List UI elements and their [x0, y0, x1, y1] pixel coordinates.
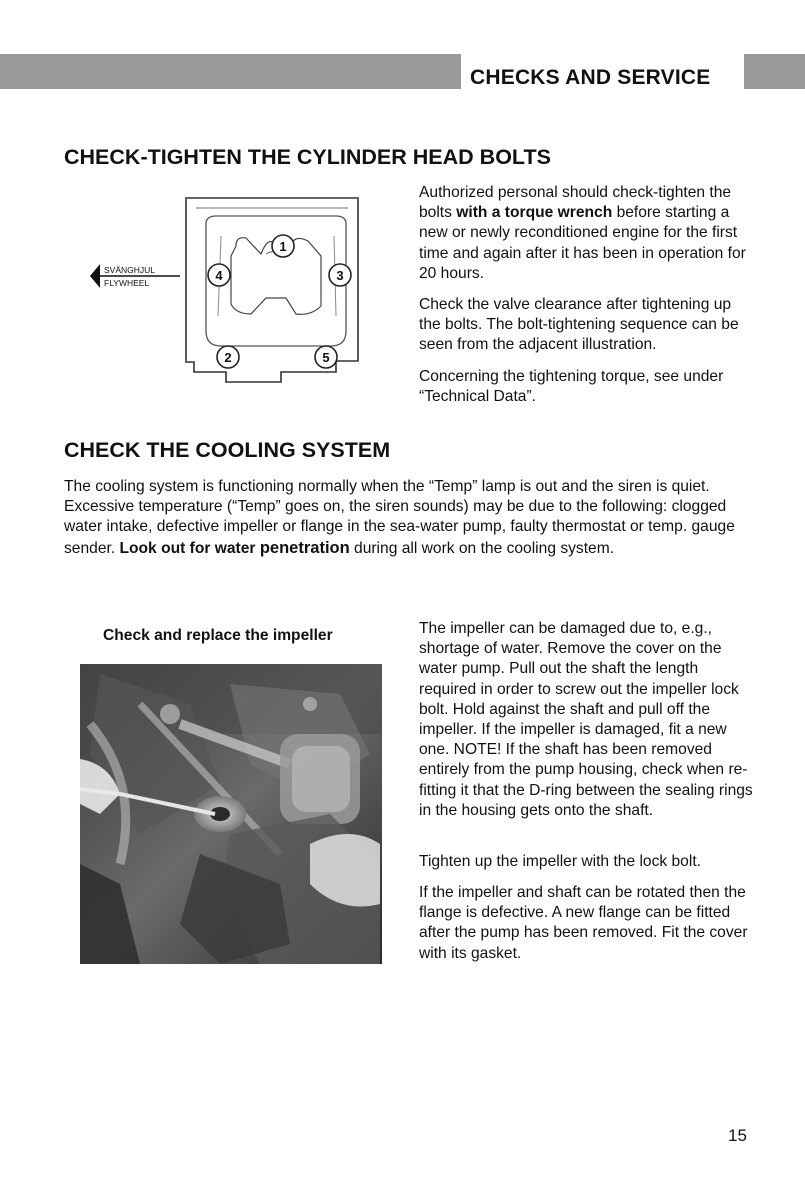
- svg-text:2: 2: [224, 350, 232, 365]
- paragraph-cooling-system: The cooling system is functioning normally when the “Temp” lamp is out and the siren is quiet. Excessive temperature (“Temp” goes on, the siren sounds) may be due to the following: clogged water intake, defective impeller or flange in the sea-water pump, faulty thermostat or temp. gauge sender. Look out for water penetration during all work on the cooling system.: [64, 478, 735, 557]
- svg-text:3: 3: [336, 268, 344, 283]
- bolt-3: [329, 264, 351, 286]
- svg-text:5: 5: [322, 350, 330, 365]
- flywheel-label-swedish: SVÄNGHJUL: [104, 265, 156, 275]
- impeller-photo: [80, 664, 382, 964]
- svg-text:4: 4: [215, 268, 223, 283]
- bolt-1: [272, 235, 294, 257]
- paragraph-tighten-impeller: Tighten up the impeller with the lock bolt.: [419, 853, 701, 870]
- flywheel-label: FLYWHEEL: [104, 278, 150, 288]
- header-title: CHECKS AND SERVICE: [470, 66, 711, 89]
- paragraph-flange-defective: If the impeller and shaft can be rotated then the flange is defective. A new flange can be fitted after the pump has been removed. Fit the cover with its gasket.: [419, 884, 748, 962]
- bolt-sequence-diagram: [86, 186, 386, 396]
- svg-text:1: 1: [279, 239, 287, 254]
- paragraph-impeller-damage: The impeller can be damaged due to, e.g., shortage of water. Remove the cover on the water pump. Pull out the shaft the length required in order to screw out the impeller lock bolt. Hold against the shaft and pull off the impeller. If the impeller is damaged, fit a new one. NOTE! If the shaft has been removed entirely from the pump housing, check when re-fitting it that the D-ring between the sealing rings in the housing gets onto the shaft.: [419, 620, 753, 819]
- paragraph-valve-clearance: Check the valve clearance after tightening up the bolts. The bolt-tightening sequence can be seen from the adjacent illustration.: [419, 296, 739, 354]
- bolt-5: [315, 346, 337, 368]
- header-bar-right: [744, 54, 805, 89]
- caption-impeller: Check and replace the impeller: [103, 627, 333, 644]
- heading-cooling-system: CHECK THE COOLING SYSTEM: [64, 438, 391, 462]
- paragraph-torque-reference: Concerning the tightening torque, see under “Technical Data”.: [419, 368, 724, 406]
- arrow-left-icon: [90, 264, 100, 288]
- bolt-2: [217, 346, 239, 368]
- header-bar-left: [0, 54, 461, 89]
- paragraph-torque-wrench: Authorized personal should check-tighten the bolts with a torque wrench before starting a new or newly reconditioned engine for the first time and again after it has been in operation for 20 hours.: [419, 184, 746, 282]
- bolt-4: [208, 264, 230, 286]
- heading-cylinder-head-bolts: CHECK-TIGHTEN THE CYLINDER HEAD BOLTS: [64, 145, 551, 169]
- page-number: 15: [728, 1126, 747, 1145]
